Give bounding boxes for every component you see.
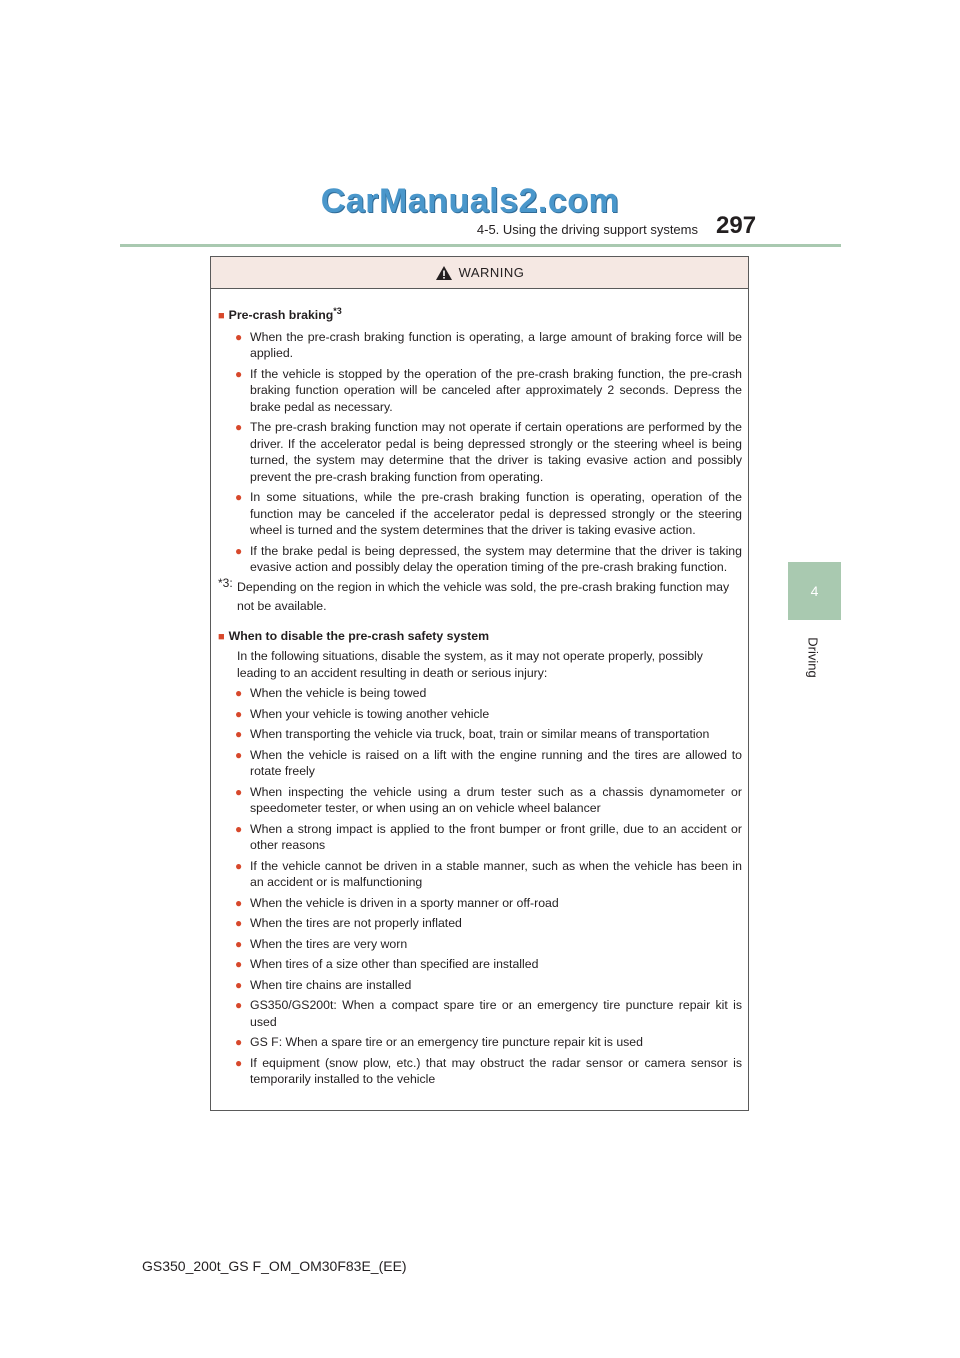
list-item-text: When tire chains are installed	[250, 977, 412, 992]
list-item	[233, 489, 742, 539]
list-item-text: When the pre-crash braking function is operating, a large amount of braking force will be applied.	[250, 329, 742, 360]
warning-title: WARNING	[458, 265, 525, 280]
footnote	[218, 575, 742, 616]
bullet-dot-icon: ●	[235, 706, 243, 721]
list-item-text: When inspecting the vehicle using a drum tester such as a chassis dynamometer or speedometer tester, or when using an on vehicle wheel balancer	[250, 784, 742, 815]
square-bullet-icon: ■	[218, 630, 225, 643]
list-item-text: If the vehicle cannot be driven in a stable manner, such as when the vehicle has been in an accident or is malfunctioning	[250, 858, 742, 889]
list-item	[233, 685, 742, 702]
bullet-dot-icon: ●	[235, 490, 243, 504]
list-item-text: If the vehicle is stopped by the operation of the pre-crash braking function, the pre-crash braking function operation will be canceled after approximately 2 seconds. Depress the brake pedal as necessary.	[250, 366, 742, 414]
bullet-dot-icon: ●	[235, 998, 243, 1012]
list-item	[233, 895, 742, 912]
header-divider	[120, 244, 841, 247]
watermark: CarManuals2.com	[320, 182, 620, 220]
bullet-dot-icon: ●	[235, 747, 243, 762]
list-item-text: When the vehicle is being towed	[250, 686, 427, 700]
list-item-text: When a strong impact is applied to the front bumper or front grille, due to an accident or other reasons	[250, 821, 742, 852]
list-item-text: When transporting the vehicle via truck, boat, train or similar means of transportation	[250, 727, 710, 741]
list-item	[233, 784, 742, 817]
list-item-text: If the brake pedal is being depressed, the system may determine that the driver is taking evasive action and possibly delay the operation timing of the pre-crash braking function.	[250, 543, 742, 574]
list-item	[233, 915, 742, 932]
bullet-dot-icon: ●	[235, 895, 243, 910]
list-item	[233, 726, 742, 743]
list-item-text: The pre-crash braking function may not operate if certain operations are performed by the driver. If the accelerator pedal is being depressed strongly or the steering wheel is being turned, the system may determine that the driver is taking evasive action and possibly prevent the pre-crash braking function from operating.	[250, 420, 742, 484]
list-item-text: GS350/GS200t: When a compact spare tire or an emergency tire puncture repair kit is used	[250, 998, 742, 1029]
section-title-text: Pre-crash braking	[228, 308, 334, 322]
list-item-text: When the tires are not properly inflated	[250, 916, 462, 930]
section-title-text: When to disable the pre-crash safety system	[228, 628, 490, 643]
list-item-text: If equipment (snow plow, etc.) that may obstruct the radar sensor or camera sensor is temporarily installed to the vehicle	[250, 1055, 742, 1086]
section-title	[218, 628, 742, 646]
list-item	[233, 936, 742, 953]
bullet-list	[218, 685, 742, 1088]
list-item-text: In some situations, while the pre-crash braking function is operating, operation of the function may be canceled if the accelerator pedal is depressed strongly or the steering wheel is turned and the system determines that the driver is taking evasive action.	[250, 490, 742, 537]
bullet-list	[218, 329, 742, 576]
bullet-dot-icon: ●	[235, 821, 243, 836]
warning-triangle-icon	[435, 265, 453, 281]
document-code: GS350_200t_GS F_OM_OM30F83E_(EE)	[142, 1258, 407, 1274]
list-item-text: When the vehicle is raised on a lift with the engine running and the tires are allowed to rotate freely	[250, 747, 742, 778]
warning-header	[211, 257, 748, 289]
list-item	[233, 977, 742, 994]
chapter-tab	[788, 562, 841, 620]
bullet-dot-icon: ●	[235, 329, 243, 344]
warning-box	[210, 256, 749, 1111]
footnote-text: Depending on the region in which the vehicle was sold, the pre-crash braking function may not be available.	[237, 579, 730, 613]
footnote-reference: *3	[333, 305, 342, 316]
list-item-text: When the vehicle is driven in a sporty manner or off-road	[250, 895, 559, 910]
list-item-text: GS F: When a spare tire or an emergency tire puncture repair kit is used	[250, 1035, 643, 1049]
bullet-dot-icon: ●	[235, 858, 243, 873]
list-item	[233, 858, 742, 891]
list-item	[233, 1034, 742, 1051]
chapter-number: 4	[810, 583, 819, 599]
list-item-text: When your vehicle is towing another vehicle	[250, 706, 490, 721]
list-item	[233, 419, 742, 485]
list-item	[233, 706, 742, 723]
header-section-title: 4-5. Using the driving support systems	[476, 222, 698, 237]
bullet-dot-icon: ●	[235, 1055, 243, 1070]
bullet-dot-icon: ●	[235, 543, 243, 558]
list-item	[233, 329, 742, 362]
list-item-text: When tires of a size other than specified are installed	[250, 957, 539, 971]
list-item	[233, 366, 742, 416]
list-item	[233, 1055, 742, 1088]
bullet-dot-icon: ●	[235, 784, 243, 799]
bullet-dot-icon: ●	[235, 977, 243, 992]
section-title	[218, 307, 742, 325]
bullet-dot-icon: ●	[235, 957, 243, 971]
square-bullet-icon: ■	[218, 310, 225, 322]
bullet-dot-icon: ●	[235, 686, 243, 700]
bullet-dot-icon: ●	[235, 366, 243, 381]
list-item	[233, 747, 742, 780]
bullet-dot-icon: ●	[235, 727, 243, 741]
list-item	[233, 997, 742, 1030]
chapter-label: Driving	[805, 637, 821, 678]
footnote-mark: *3:	[218, 575, 233, 590]
bullet-dot-icon: ●	[235, 936, 243, 951]
warning-body	[211, 289, 748, 1088]
bullet-dot-icon: ●	[235, 420, 243, 434]
bullet-dot-icon: ●	[235, 916, 243, 930]
list-item	[233, 821, 742, 854]
list-item	[233, 543, 742, 576]
bullet-dot-icon: ●	[235, 1035, 243, 1049]
list-item	[233, 956, 742, 973]
page-number: 297	[716, 212, 757, 239]
section-intro: In the following situations, disable the system, as it may not operate properly, possibly leading to an accident resulting in death or serious injury:	[237, 649, 703, 680]
list-item-text: When the tires are very worn	[250, 936, 408, 951]
